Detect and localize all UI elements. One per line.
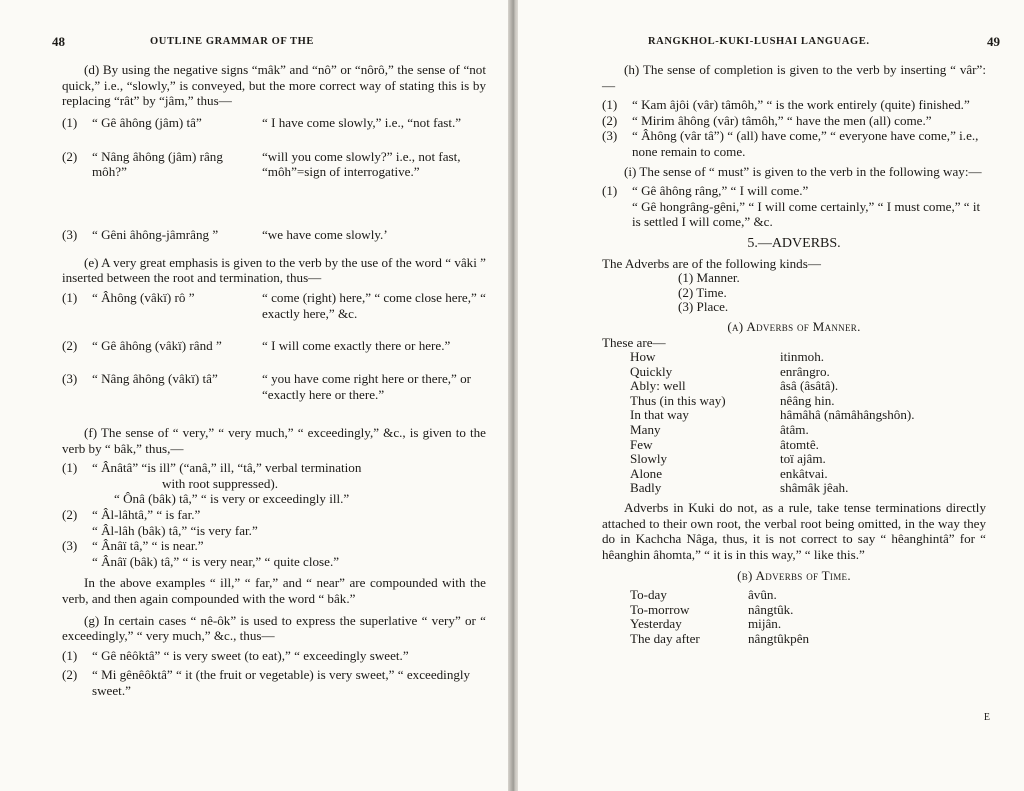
example-text: “ Ânâtâ” “is ill” (“anâ,” ill, “tâ,” verbal termination — [92, 460, 362, 476]
kuki-cell: mijân. — [748, 616, 782, 632]
section-i-intro: (i) The sense of “ must” is given to the verb in the following way:— — [624, 163, 982, 179]
example-text: “ Âl-lâhtâ,” “ is far.” — [92, 506, 201, 522]
left-page-number: 48 — [52, 34, 65, 49]
example-line — [602, 113, 986, 129]
kuki-cell: âsâ (âsâtâ). — [780, 378, 839, 394]
adverb-kinds-intro: The Adverbs are of the following kinds— — [602, 255, 821, 271]
example-text: “ Kam âjôi (vâr) tâmôh,” “ is the work entirely (quite) finished.” — [632, 97, 970, 113]
kuki-cell: itinmoh. — [780, 349, 825, 365]
example-text: “ Ânâï tâ,” “ is near.” — [92, 538, 204, 554]
example-line — [602, 128, 986, 159]
example-row — [62, 149, 486, 227]
kuki-cell: shâmâk jêah. — [780, 480, 849, 496]
list-item: (2) Time. — [678, 284, 727, 300]
example-number: (2) — [62, 337, 78, 353]
example-number: (2) — [62, 506, 78, 522]
table-row — [630, 632, 809, 647]
example-number: (3) — [602, 128, 618, 144]
example-line — [62, 476, 486, 492]
english-cell: Many — [630, 422, 661, 438]
table-row — [630, 394, 915, 409]
section-f-note: In the above examples “ ill,” “ far,” and “ near” are compounded with the verb, and then again compounded with the word “ bâk.” — [62, 575, 486, 606]
english-cell: Ably: well — [630, 378, 686, 394]
example-line — [62, 648, 486, 664]
signature-mark: E — [983, 712, 990, 723]
manner-adverb-table — [630, 350, 915, 496]
right-page — [518, 0, 1024, 791]
example-line — [62, 667, 486, 698]
example-kuki: “ Âhông (vâkï) rô ” — [92, 289, 195, 305]
kuki-cell: enkâtvai. — [780, 465, 828, 481]
kuki-cell: âtâm. — [780, 422, 809, 438]
table-row — [630, 438, 915, 453]
example-text: “ Mi gênêôktâ” “ it (the fruit or vegetable) is very sweet,” “ exceedingly sweet.” — [92, 667, 471, 698]
section-title: 5.—ADVERBS. — [747, 235, 841, 251]
example-line — [62, 460, 486, 476]
english-cell: The day after — [630, 630, 700, 646]
english-cell: To-morrow — [630, 601, 690, 617]
section-h-intro: (h) The sense of completion is given to the verb by inserting “ vâr”:— — [602, 62, 986, 93]
kuki-cell: nângtûkpên — [748, 630, 810, 646]
example-line — [602, 97, 986, 113]
kuki-cell: hâmâhâ (nâmâhângshôn). — [780, 407, 915, 423]
table-row — [630, 617, 809, 632]
section-e-intro: (e) A very great emphasis is given to the verb by the use of the word “ vâki ” inserted between the root and termination, thus— — [62, 254, 486, 286]
section-f-examples — [62, 460, 486, 569]
example-number: (1) — [602, 183, 618, 199]
example-text: with root suppressed). — [162, 475, 279, 491]
english-cell: Slowly — [630, 451, 668, 467]
kuki-cell: enrângro. — [780, 363, 830, 379]
example-number: (1) — [62, 647, 78, 663]
table-row — [630, 467, 915, 482]
table-row — [630, 350, 915, 365]
table-row — [630, 588, 809, 603]
right-page-number: 49 — [987, 34, 1000, 49]
example-text: “ Ânâï (bâk) tâ,” “ is very near,” “ quite close.” — [92, 553, 340, 569]
these-are-label: These are— — [602, 334, 666, 350]
example-text: “ Gê âhông râng,” “ I will come.” — [632, 183, 809, 199]
right-running-head: RANGKHOL-KUKI-LUSHAI LANGUAGE. — [648, 36, 870, 47]
left-running-head: OUTLINE GRAMMAR OF THE — [150, 36, 314, 47]
table-row — [630, 379, 915, 394]
english-cell: Thus (in this way) — [630, 392, 726, 408]
example-english: “ I will come exactly there or here.” — [262, 337, 451, 353]
adverb-note: Adverbs in Kuki do not, as a rule, take tense terminations directly attached to their own root, the verbal root being omitted, in the way they do in Kachcha Nâga, thus, it is not correct to say “ hêanghintâ” for “ hêanghin âhomta,” “ it is in this way,” “ like this.” — [602, 500, 986, 562]
example-text: “ Gê nêôktâ” “ is very sweet (to eat),” “ exceedingly sweet.” — [92, 647, 409, 663]
example-english: “ I have come slowly,” i.e., “not fast.” — [262, 114, 462, 130]
example-line — [62, 523, 486, 539]
example-row — [62, 371, 486, 421]
example-text: “ Mirim âhông (vâr) tâmôh,” “ have the men (all) come.” — [632, 112, 932, 128]
list-item: (3) Place. — [678, 299, 729, 315]
example-number: (3) — [62, 538, 78, 554]
example-english: “we have come slowly.’ — [262, 226, 388, 242]
section-d-intro: (d) By using the negative signs “mâk” and “nô” or “nôrô,” the sense of “not quick,” i.e., “slowly,” is conveyed, but the more correct way of stating this is by replacing “rât” by “jâm,” thus— — [62, 62, 486, 109]
section-e-examples — [62, 290, 486, 421]
example-line — [62, 554, 486, 570]
example-line — [602, 183, 986, 199]
english-cell: To-day — [630, 587, 667, 602]
example-row — [62, 290, 486, 338]
example-row — [62, 338, 486, 371]
example-number: (3) — [62, 226, 78, 242]
left-page — [0, 0, 510, 791]
example-number: (1) — [602, 97, 618, 113]
list-item: (1) Manner. — [678, 270, 740, 286]
example-number: (1) — [62, 289, 78, 305]
example-text: “ Âhông (vâr tâ”) “ (all) have come,” “ everyone have come,” i.e., none remain to come. — [632, 128, 979, 159]
section-h-examples — [602, 97, 986, 159]
table-row — [630, 452, 915, 467]
example-kuki: “ Nâng âhông (jâm) râng môh?” — [92, 148, 223, 180]
section-d-examples — [62, 115, 486, 247]
english-cell: How — [630, 349, 656, 365]
table-row — [630, 365, 915, 380]
example-line — [62, 491, 486, 507]
right-running-header — [602, 34, 1000, 58]
time-heading: (b) Adverbs of Time. — [737, 568, 851, 584]
english-cell: Few — [630, 436, 653, 452]
example-number: (1) — [62, 460, 78, 476]
english-cell: Badly — [630, 480, 662, 496]
english-cell: In that way — [630, 407, 689, 423]
example-english: “will you come slowly?” i.e., not fast, “môh”=sign of interrogative.” — [262, 148, 461, 180]
adverb-kinds-list — [602, 271, 986, 315]
kuki-cell: âvûn. — [748, 587, 777, 602]
example-number: (2) — [62, 667, 78, 683]
english-cell: Quickly — [630, 363, 673, 379]
example-english: “ you have come right here or there,” or “exactly here or there.” — [262, 370, 472, 402]
kuki-cell: toï ajâm. — [780, 451, 826, 467]
section-f-intro: (f) The sense of “ very,” “ very much,” “ exceedingly,” &c., is given to the verb by “ bâk,” thus,— — [62, 424, 486, 456]
example-english: “ come (right) here,” “ come close here,” “ exactly here,” &c. — [262, 289, 486, 321]
kuki-cell: nângtûk. — [748, 601, 794, 617]
table-row — [630, 603, 809, 618]
example-line — [62, 507, 486, 523]
english-cell: Alone — [630, 465, 662, 481]
example-kuki: “ Gê âhông (vâkï) rând ” — [92, 337, 222, 353]
example-number: (2) — [62, 148, 78, 164]
left-running-header — [52, 34, 486, 58]
example-number: (3) — [62, 370, 78, 386]
example-text: “ Âl-lâh (bâk) tâ,” “is very far.” — [92, 522, 258, 538]
section-g-examples — [62, 648, 486, 699]
example-text: “ Ônâ (bâk) tâ,” “ is very or exceedingly ill.” — [114, 491, 350, 507]
example-kuki: “ Nâng âhông (vâkï) tâ” — [92, 370, 218, 386]
example-line — [62, 538, 486, 554]
kuki-cell: nêâng hin. — [780, 392, 835, 408]
example-row — [62, 115, 486, 149]
example-number: (1) — [62, 114, 78, 130]
example-line — [602, 199, 986, 230]
example-kuki: “ Gêni âhông-jâmrâng ” — [92, 226, 219, 242]
example-text: “ Gê hongrâng-gêni,” “ I will come certainly,” “ I must come,” “ it is settled I will come,” &c. — [632, 198, 981, 230]
table-row — [630, 408, 915, 423]
example-kuki: “ Gê âhông (jâm) tâ” — [92, 114, 202, 130]
manner-heading: (a) Adverbs of Manner. — [727, 318, 861, 334]
section-g-intro: (g) In certain cases “ nê-ôk” is used to express the superlative “ very” or “ exceedingly,” “ very much,” &c., thus— — [62, 612, 486, 644]
section-i-examples — [602, 183, 986, 230]
table-row — [630, 423, 915, 438]
kuki-cell: âtomtê. — [780, 436, 819, 452]
example-number: (2) — [602, 112, 618, 128]
time-adverb-table — [630, 588, 809, 646]
english-cell: Yesterday — [630, 616, 682, 632]
example-row — [62, 227, 486, 247]
table-row — [630, 481, 915, 496]
